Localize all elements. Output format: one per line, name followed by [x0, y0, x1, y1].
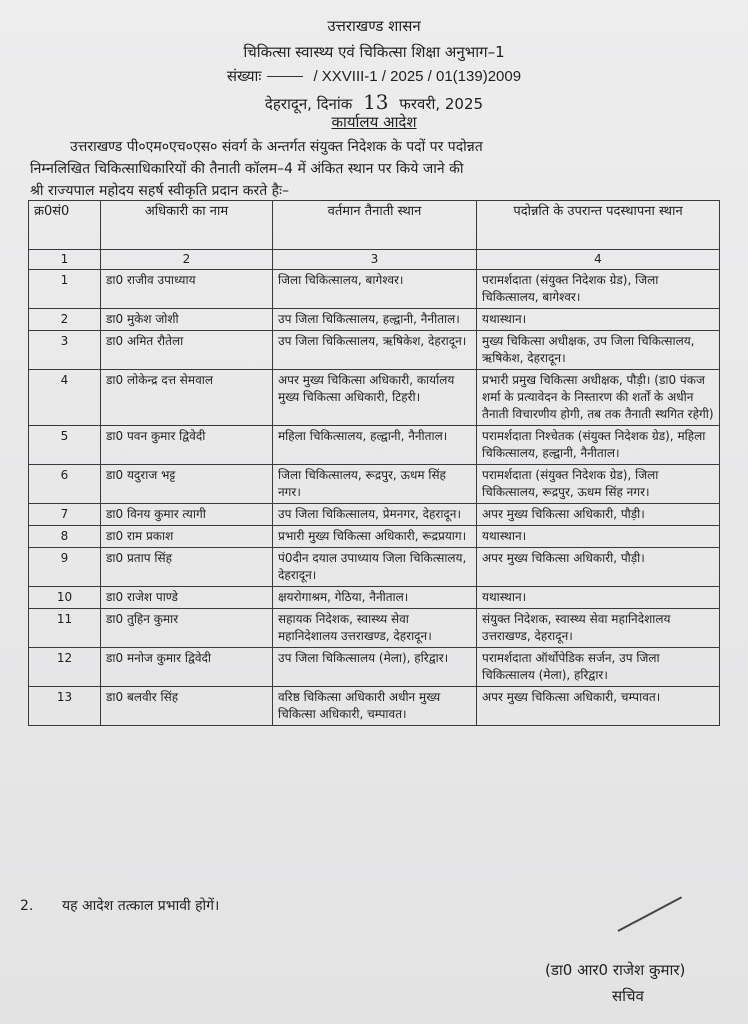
row-new-posting: प्रभारी प्रमुख चिकित्सा अधीक्षक, पौड़ी। (डा0 पंकज शर्मा के प्रत्यावेदन के निस्तारण की शर्तों के अधीन तैनाती विचारणीय होगी, तब तक तैनाती स्थगित रहेगी) [477, 370, 720, 426]
row-officer-name: डा0 विनय कुमार त्यागी [101, 504, 273, 526]
row-officer-name: डा0 राजेश पाण्डे [101, 587, 273, 609]
row-serial: 12 [29, 648, 101, 687]
row-officer-name: डा0 प्रताप सिंह [101, 548, 273, 587]
intro-line-3: श्री राज्यपाल महोदय सहर्ष स्वीकृति प्रदान करते हैः– [30, 183, 289, 199]
row-new-posting: यथास्थान। [477, 526, 720, 548]
row-officer-name: डा0 अमित रौतेला [101, 331, 273, 370]
blank-line [267, 76, 303, 77]
date-day-handwritten: 13 [363, 90, 389, 114]
header-name: अधिकारी का नाम [101, 201, 273, 250]
row-serial: 1 [29, 270, 101, 309]
row-officer-name: डा0 मुकेश जोशी [101, 309, 273, 331]
intro-paragraph [30, 136, 718, 202]
table-row [29, 587, 720, 609]
signatory-designation: सचिव [612, 987, 644, 1005]
table-row [29, 370, 720, 426]
order-date [0, 90, 748, 114]
row-officer-name: डा0 मनोज कुमार द्विवेदी [101, 648, 273, 687]
row-current-posting: प्रभारी मुख्य चिकित्सा अधिकारी, रूद्रप्रयाग। [273, 526, 477, 548]
table-header-row [29, 201, 720, 250]
row-officer-name: डा0 तुहिन कुमार [101, 609, 273, 648]
table-row [29, 526, 720, 548]
table-row [29, 331, 720, 370]
table-row [29, 648, 720, 687]
row-current-posting: सहायक निदेशक, स्वास्थ्य सेवा महानिदेशालय उत्तराखण्ड, देहरादून। [273, 609, 477, 648]
header-posting: पदोन्नति के उपरान्त पदस्थापना स्थान [477, 201, 720, 250]
govt-heading: उत्तराखण्ड शासन [327, 17, 421, 35]
posting-table [28, 200, 720, 726]
row-current-posting: वरिष्ठ चिकित्सा अधिकारी अधीन मुख्य चिकित्सा अधिकारी, चम्पावत। [273, 687, 477, 726]
col-number: 1 [29, 250, 101, 270]
row-new-posting: अपर मुख्य चिकित्सा अधिकारी, पौड़ी। [477, 548, 720, 587]
signatory-name: (डा0 आर0 राजेश कुमार) [545, 961, 686, 979]
closing-paragraph [20, 896, 219, 915]
row-current-posting: क्षयरोगाश्रम, गेठिया, नैनीताल। [273, 587, 477, 609]
row-current-posting: उप जिला चिकित्सालय (मेला), हरिद्वार। [273, 648, 477, 687]
table-row [29, 465, 720, 504]
col-number: 3 [273, 250, 477, 270]
intro-line-2: निम्नलिखित चिकित्साधिकारियों की तैनाती कॉलम–4 में अंकित स्थान पर किये जाने की [30, 161, 464, 177]
row-officer-name: डा0 राम प्रकाश [101, 526, 273, 548]
row-current-posting: जिला चिकित्सालय, रूद्रपुर, ऊधम सिंह नगर। [273, 465, 477, 504]
reference-value: / XXVIII-1 / 2025 / 01(139)2009 [313, 68, 522, 85]
table-row [29, 687, 720, 726]
row-current-posting: उप जिला चिकित्सालय, हल्द्वानी, नैनीताल। [273, 309, 477, 331]
department-heading: चिकित्सा स्वास्थ्य एवं चिकित्सा शिक्षा अनुभाग–1 [243, 43, 505, 61]
table-row [29, 609, 720, 648]
row-officer-name: डा0 पवन कुमार द्विवेदी [101, 426, 273, 465]
row-serial: 3 [29, 331, 101, 370]
reference-number [0, 66, 748, 86]
row-new-posting: परामर्शदाता (संयुक्त निदेशक ग्रेड), जिला चिकित्सालय, रूद्रपुर, ऊधम सिंह नगर। [477, 465, 720, 504]
table-row [29, 426, 720, 465]
table-row [29, 548, 720, 587]
row-serial: 2 [29, 309, 101, 331]
row-new-posting: परामर्शदाता निश्चेतक (संयुक्त निदेशक ग्रेड), महिला चिकित्सालय, हल्द्वानी, नैनीताल। [477, 426, 720, 465]
row-serial: 13 [29, 687, 101, 726]
date-suffix: फरवरी, 2025 [399, 95, 484, 113]
row-current-posting: उप जिला चिकित्सालय, प्रेमनगर, देहरादून। [273, 504, 477, 526]
signature-stroke [618, 896, 683, 932]
row-officer-name: डा0 यदुराज भट्ट [101, 465, 273, 504]
row-new-posting: परामर्शदाता ऑर्थोपेडिक सर्जन, उप जिला चिकित्सालय (मेला), हरिद्वार। [477, 648, 720, 687]
row-serial: 11 [29, 609, 101, 648]
col-number: 2 [101, 250, 273, 270]
paragraph-text: यह आदेश तत्काल प्रभावी होगें। [62, 898, 220, 914]
table-row [29, 270, 720, 309]
row-new-posting: यथास्थान। [477, 309, 720, 331]
row-new-posting: संयुक्त निदेशक, स्वास्थ्य सेवा महानिदेशालय उत्तराखण्ड, देहरादून। [477, 609, 720, 648]
row-officer-name: डा0 बलवीर सिंह [101, 687, 273, 726]
row-serial: 6 [29, 465, 101, 504]
row-current-posting: उप जिला चिकित्सालय, ऋषिकेश, देहरादून। [273, 331, 477, 370]
row-current-posting: अपर मुख्य चिकित्सा अधिकारी, कार्यालय मुख्य चिकित्सा अधिकारी, टिहरी। [273, 370, 477, 426]
column-number-row [29, 250, 720, 270]
row-serial: 9 [29, 548, 101, 587]
row-current-posting: महिला चिकित्सालय, हल्द्वानी, नैनीताल। [273, 426, 477, 465]
row-officer-name: डा0 राजीव उपाध्याय [101, 270, 273, 309]
row-new-posting: अपर मुख्य चिकित्सा अधिकारी, चम्पावत। [477, 687, 720, 726]
table-row [29, 504, 720, 526]
row-officer-name: डा0 लोकेन्द्र दत्त सेमवाल [101, 370, 273, 426]
row-new-posting: यथास्थान। [477, 587, 720, 609]
row-serial: 5 [29, 426, 101, 465]
row-new-posting: मुख्य चिकित्सा अधीक्षक, उप जिला चिकित्सालय, ऋषिकेश, देहरादून। [477, 331, 720, 370]
row-serial: 10 [29, 587, 101, 609]
row-new-posting: अपर मुख्य चिकित्सा अधिकारी, पौड़ी। [477, 504, 720, 526]
row-current-posting: जिला चिकित्सालय, बागेश्वर। [273, 270, 477, 309]
header-current: वर्तमान तैनाती स्थान [273, 201, 477, 250]
intro-line-1: उत्तराखण्ड पी०एम०एच०एस० संवर्ग के अन्तर्गत संयुक्त निदेशक के पदों पर पदोन्नत [70, 139, 483, 155]
row-serial: 4 [29, 370, 101, 426]
date-prefix: देहरादून, दिनांक [264, 95, 353, 113]
row-serial: 7 [29, 504, 101, 526]
row-new-posting: परामर्शदाता (संयुक्त निदेशक ग्रेड), जिला चिकित्सालय, बागेश्वर। [477, 270, 720, 309]
row-serial: 8 [29, 526, 101, 548]
col-number: 4 [477, 250, 720, 270]
row-current-posting: पं0दीन दयाल उपाध्याय जिला चिकित्सालय, देहरादून। [273, 548, 477, 587]
order-title: कार्यालय आदेश [331, 113, 417, 131]
table-row [29, 309, 720, 331]
paragraph-number: 2. [20, 898, 34, 914]
reference-label: संख्याः [226, 67, 262, 85]
header-serial: क्र0सं0 [29, 201, 101, 250]
